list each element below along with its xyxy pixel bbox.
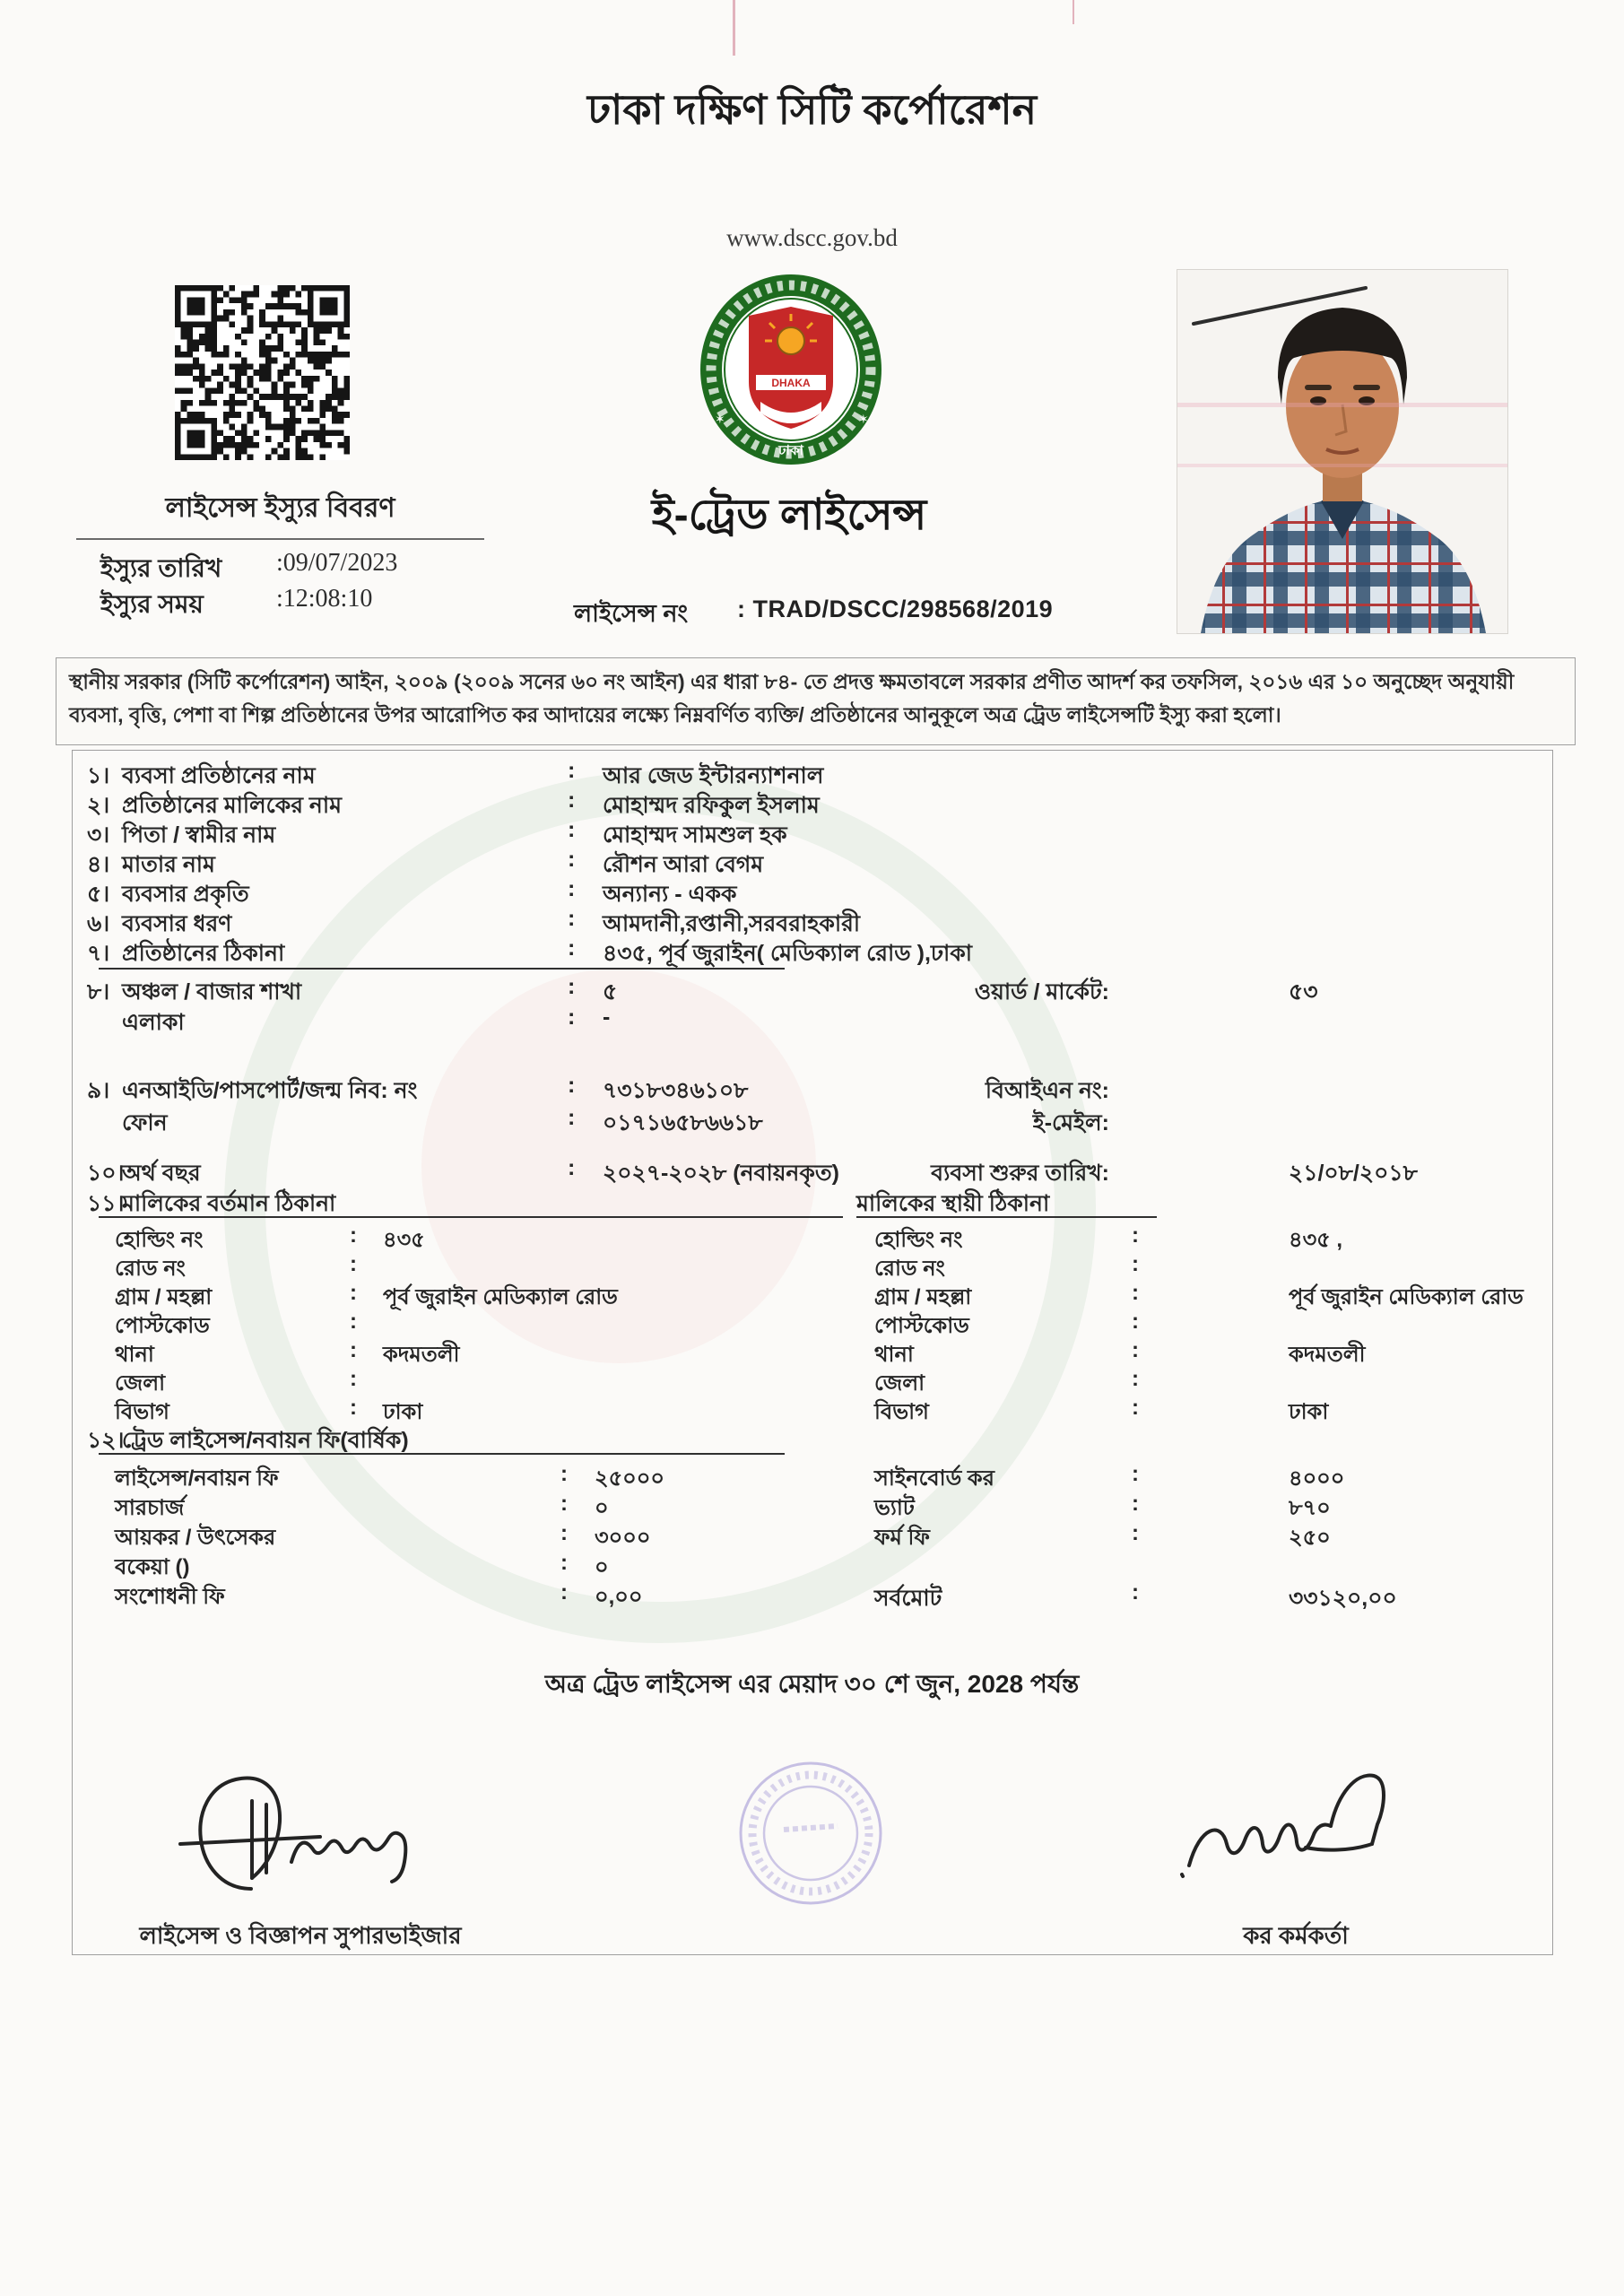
ward-market-label: ওয়ার্ড / মার্কেট: [974,979,1109,1004]
seal-band-text: DHAKA [771,377,811,389]
field-row [0,787,1624,818]
qr-code [175,285,350,460]
address-row [0,1252,1624,1283]
ward-market-value: ৫৩ [1289,979,1318,1004]
colon: : [568,906,576,931]
field-value: ৫ [603,979,618,1004]
address-row [0,1367,1624,1397]
colon: : [1132,1462,1139,1486]
owner-photo-image [1177,270,1507,633]
dscc-seal-logo [695,271,888,468]
colon: : [568,817,576,842]
colon: : [350,1367,357,1391]
colon: : [1132,1252,1139,1276]
row-number: ৬। [87,911,110,936]
colon: : [568,935,576,961]
fee-value: ৮৭০ [1289,1496,1331,1520]
colon: : [568,758,576,783]
present-value: ঢাকা [383,1400,423,1424]
colon: : [1132,1580,1139,1605]
fee-row [0,1462,1624,1492]
section-divider [99,968,785,970]
supervisor-signature [166,1765,462,1900]
fee-value: ০ [595,1555,609,1579]
field-label: প্রতিষ্ঠানের ঠিকানা [122,941,285,966]
field-value: - [603,1004,611,1030]
tax-officer-signature [1175,1769,1408,1894]
fee-row [0,1492,1624,1522]
field-value: মোহাম্মদ রফিকুল ইসলাম [603,793,820,818]
field-value: ৪৩৫, পূর্ব জুরাইন( মেডিক্যাল রোড ),ঢাকা [603,941,973,966]
fee-value: ৪০০০ [1289,1466,1345,1491]
license-type-title: ই-ট্রেড লাইসেন্স [651,491,927,539]
address-label: হোল্ডিং নং [874,1228,963,1252]
colon: : [350,1252,357,1276]
field-row-nid [0,1073,1624,1103]
colon: : [568,1155,576,1180]
tax-officer-signature-label: কর কর্মকর্তা [1243,1922,1349,1949]
business-start-label: ব্যবসা শুরুর তারিখ: [931,1161,1109,1186]
bin-label: বিআইএন নং: [985,1078,1109,1103]
fee-value: ২৫০০০ [595,1466,664,1491]
issue-date-label: ইস্যুর তারিখ [100,554,222,582]
address-label: বিভাগ [874,1400,929,1424]
grand-total-value: ৩৩১২০,০০ [1289,1586,1397,1611]
seal-star-right: ✶ [858,412,869,426]
permanent-address-underline [856,1216,1157,1218]
permanent-value: ৪৩৫ , [1289,1228,1343,1252]
issue-details-title: লাইসেন্স ইস্যুর বিবরণ [165,493,395,523]
field-row [0,847,1624,877]
colon: : [1132,1223,1139,1248]
round-stamp-icon [737,1760,885,1908]
field-label: ব্যবসার ধরণ [122,911,232,936]
colon: : [560,1462,568,1486]
fee-value: ০ [595,1496,609,1520]
permanent-value: ঢাকা [1289,1400,1329,1424]
address-label: রোড নং [874,1257,945,1281]
grand-total-label: সর্বমোট [874,1586,942,1611]
signature-icon [166,1765,462,1900]
field-row-fees-header [0,1422,1624,1453]
fee-value: ০,০০ [595,1585,643,1609]
dscc-municipal-seal-icon [695,271,888,468]
fees-underline [99,1453,785,1455]
fee-row [0,1551,1624,1581]
official-stamp [737,1760,885,1908]
address-row [0,1309,1624,1340]
colon: : [560,1580,568,1605]
scan-artifact-line [733,0,735,56]
license-no-label: লাইসেন্স নং [574,600,689,627]
row-number: ১২। [87,1428,125,1453]
fiscal-year-value: ২০২৭-২০২৮ (নবায়নকৃত) [603,1161,839,1186]
fee-row [0,1580,1624,1611]
email-label: ই-মেইল: [1032,1110,1109,1135]
field-value: রৌশন আরা বেগম [603,852,764,877]
colon: : [1132,1396,1139,1420]
field-value: মোহাম্মদ সামশুল হক [603,822,787,848]
row-number: ১০। [87,1161,125,1186]
address-label: হোল্ডিং নং [115,1228,204,1252]
fee-label: আয়কর / উৎসেকর [115,1526,276,1550]
legal-text: স্থানীয় সরকার (সিটি কর্পোরেশন) আইন, ২০০৯ (২০০৯ সনের ৬০ নং আইন) এর ধারা ৮৪- তে প্রদত্ত ক্ষমতাবলে সরকার প্রণীত আদর্শ কর তফসিল, ২০১৬ এর ১০ অনুচ্ছেদ অনুযায়ী ব্যবসা, বৃত্তি, পেশা বা শিল্প প্রতিষ্ঠানের উপর আরোপিত কর আদায়ের লক্ষ্যে নিম্নবর্ণিত ব্যক্তি/ প্রতিষ্ঠানের আনুকূলে অত্র ট্রেড লাইসেন্সটি ইস্যু করা হলো। [69,670,1515,726]
colon: : [1132,1338,1139,1362]
signature-icon [1175,1769,1408,1894]
fee-label: সাইনবোর্ড কর [874,1466,994,1491]
address-label: গ্রাম / মহল্লা [874,1285,972,1309]
address-label: পোস্টকোড [115,1314,210,1338]
field-row-year [0,1155,1624,1186]
fee-label: ফর্ম ফি [874,1526,930,1550]
validity-statement: অত্র ট্রেড লাইসেন্স এর মেয়াদ ৩০ শে জুন, 2028 পর্যন্ত [544,1670,1080,1698]
fee-label: সংশোধনী ফি [115,1585,225,1609]
field-label: অর্থ বছর [122,1161,201,1186]
present-value: ৪৩৫ [383,1228,425,1252]
seal-bottom-text: ঢাকা [778,443,803,458]
fee-row [0,1521,1624,1552]
present-value: কদমতলী [383,1343,460,1367]
nid-value: ৭৩১৮৩৪৬১০৮ [603,1078,749,1103]
address-row [0,1281,1624,1311]
supervisor-signature-label: লাইসেন্স ও বিজ্ঞাপন সুপারভাইজার [139,1922,462,1949]
address-label: বিভাগ [115,1400,169,1424]
field-row-address-headers [0,1186,1624,1216]
row-number: ৮। [87,979,110,1004]
scan-artifact-line [1073,0,1074,24]
fee-label: সারচার্জ [115,1496,185,1520]
fee-label: বকেয়া () [115,1555,190,1579]
row-number: ১১। [87,1191,125,1216]
row-number: ৯। [87,1078,110,1103]
present-address-underline [99,1216,843,1218]
permanent-address-title: মালিকের স্থায়ী ঠিকানা [856,1191,1050,1216]
field-value: আমদানী,রপ্তানী,সরবরাহকারী [603,911,860,936]
fee-label: ভ্যাট [874,1496,915,1520]
row-number: ২। [87,793,110,818]
field-label: এলাকা [122,1010,185,1035]
permanent-value: কদমতলী [1289,1343,1366,1367]
address-label: জেলা [115,1371,166,1396]
colon: : [350,1309,357,1334]
address-row [0,1223,1624,1254]
colon: : [1132,1492,1139,1516]
address-label: গ্রাম / মহল্লা [115,1285,213,1309]
address-label: রোড নং [115,1257,186,1281]
permanent-value: পূর্ব জুরাইন মেডিক্যাল রোড [1289,1285,1524,1309]
phone-label: ফোন [122,1110,168,1135]
qr-code-image [175,285,350,460]
colon: : [568,974,576,999]
colon: : [350,1223,357,1248]
field-label: পিতা / স্বামীর নাম [122,822,276,848]
legal-text-box [56,657,1576,745]
row-number: ১। [87,763,110,788]
colon: : [568,847,576,872]
business-start-value: ২১/০৮/২০১৮ [1289,1161,1418,1186]
colon: : [1132,1521,1139,1545]
field-row-area [0,1004,1624,1035]
phone-value: ০১৭১৬৫৮৬৬১৮ [603,1110,763,1135]
colon: : [560,1521,568,1545]
row-number: ৭। [87,941,110,966]
owner-photo [1177,269,1508,634]
field-row [0,817,1624,848]
row-number: ৩। [87,822,110,848]
field-row-phone [0,1105,1624,1135]
field-row [0,906,1624,936]
field-label: মাতার নাম [122,852,215,877]
present-address-title: মালিকের বর্তমান ঠিকানা [122,1191,336,1216]
colon: : [350,1396,357,1420]
row-number: ৪। [87,852,110,877]
colon: : [1132,1281,1139,1305]
license-no-value: : TRAD/DSCC/298568/2019 [737,596,1054,622]
colon: : [568,1105,576,1130]
present-value: পূর্ব জুরাইন মেডিক্যাল রোড [383,1285,618,1309]
field-value: আর জেড ইন্টারন্যাশনাল [603,763,824,788]
field-label: অঞ্চল / বাজার শাখা [122,979,302,1004]
fees-title: ট্রেড লাইসেন্স/নবায়ন ফি(বার্ষিক) [122,1428,409,1453]
address-label: থানা [115,1343,154,1367]
divider [76,538,484,540]
address-row [0,1338,1624,1369]
field-label: ব্যবসা প্রতিষ্ঠানের নাম [122,763,316,788]
field-label: এনআইডি/পাসপোর্ট/জন্ম নিব: নং [122,1078,418,1103]
field-value: অন্যান্য - একক [603,882,737,907]
seal-star-left: ✶ [715,412,725,426]
field-row [0,758,1624,788]
field-label: ব্যবসার প্রকৃতি [122,882,249,907]
colon: : [560,1551,568,1575]
fee-value: ৩০০০ [595,1526,651,1550]
issue-time-value: :12:08:10 [276,585,373,613]
page-title: ঢাকা দক্ষিণ সিটি কর্পোরেশন [586,86,1038,133]
colon: : [568,1073,576,1098]
colon: : [568,1004,576,1030]
website-url: www.dscc.gov.bd [726,224,898,251]
address-label: থানা [874,1343,914,1367]
fee-value: ২৫০ [1289,1526,1331,1550]
field-label: প্রতিষ্ঠানের মালিকের নাম [122,793,342,818]
issue-time-label: ইস্যুর সময় [100,590,204,618]
colon: : [568,876,576,901]
address-row [0,1396,1624,1426]
field-row [0,935,1624,966]
colon: : [1132,1367,1139,1391]
colon: : [350,1338,357,1362]
colon: : [350,1281,357,1305]
field-row-zone [0,974,1624,1004]
field-row [0,876,1624,907]
colon: : [560,1492,568,1516]
fee-label: লাইসেন্স/নবায়ন ফি [115,1466,279,1491]
address-label: পোস্টকোড [874,1314,969,1338]
colon: : [1132,1309,1139,1334]
colon: : [568,787,576,813]
issue-date-value: :09/07/2023 [276,549,398,577]
address-label: জেলা [874,1371,925,1396]
row-number: ৫। [87,882,110,907]
